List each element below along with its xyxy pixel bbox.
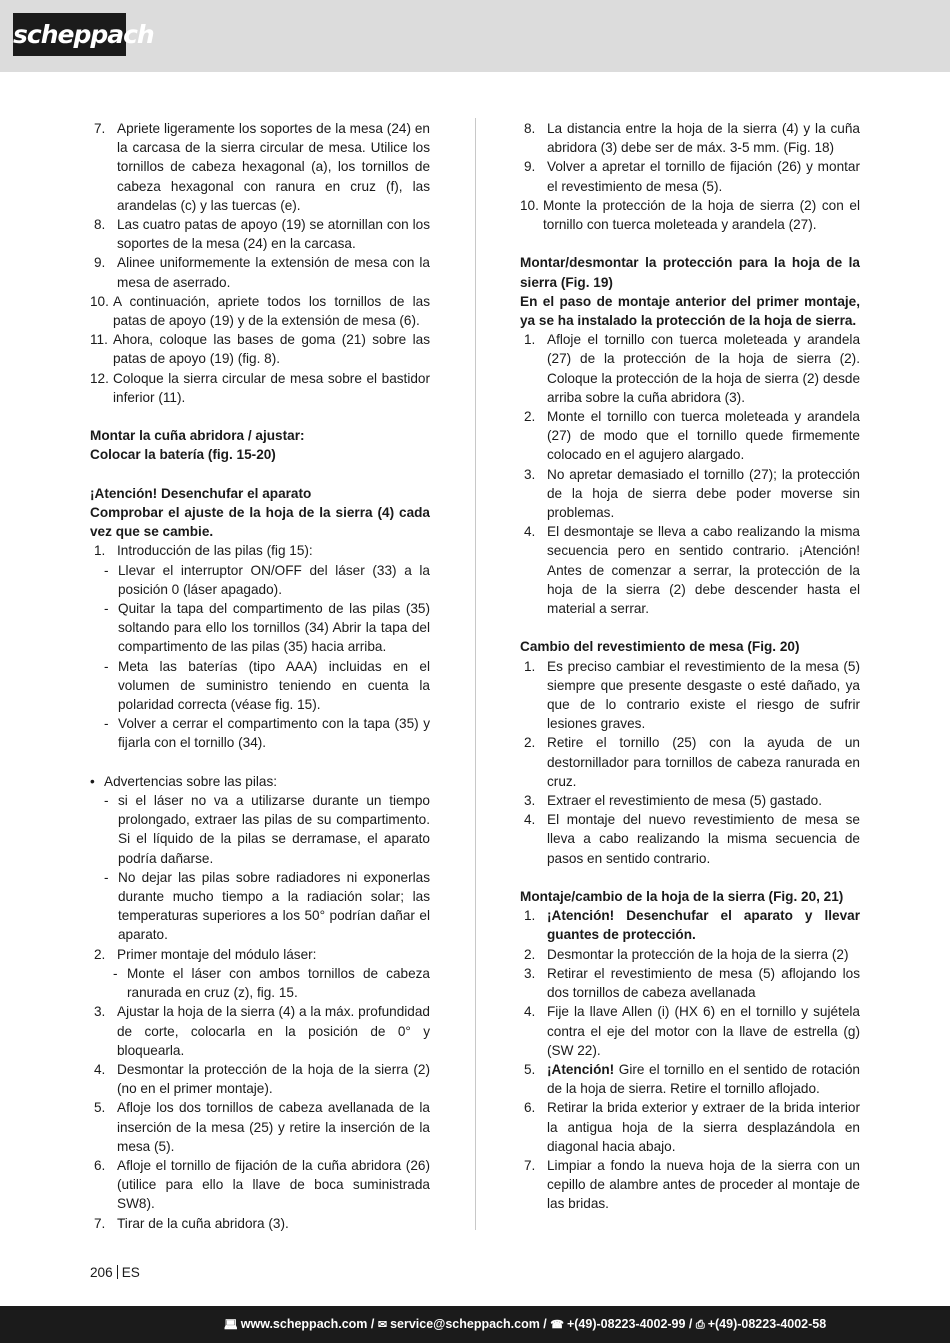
list-item: 4. El montaje del nuevo revestimiento de mesa se lleva a cabo realizando la misma secuencia de pasos en sentido contrario. (524, 812, 860, 866)
list-item: 2. Retire el tornillo (25) con la ayuda de un destornillador para tornillos de cabeza ranurada en cruz. (524, 735, 860, 789)
list-item: 4. Fije la llave Allen (i) (HX 6) en el tornillo y sujétela contra el eje del motor con la llave de estrella (g) (SW 22). (524, 1004, 860, 1058)
list-item: 1. Es preciso cambiar el revestimiento de la mesa (5) siempre que presente desgaste o esté dañado, ya que de lo contrario existe el riesgo de sufrir lesiones graves. (524, 658, 860, 732)
phone-icon: ☎ (550, 1319, 564, 1331)
header-band (0, 0, 950, 72)
dash-item: - Llevar el interruptor ON/OFF del láser (33) a la posición 0 (láser apagado). (104, 562, 430, 597)
list-item: 3. Ajustar la hoja de la sierra (4) a la máx. profundidad de corte, colocarla en la posición de 0° y bloquearla. (94, 1004, 430, 1058)
mail-icon: ✉︎ (377, 1319, 388, 1331)
bullet-item: • Advertencias sobre las pilas: (90, 773, 278, 789)
assembly-steps-list (90, 119, 430, 407)
dash-item: - Meta las baterías (tipo AAA) incluidas en el volumen de suministro teniendo en cuenta la polaridad correcta (véase fig. 15). (104, 658, 430, 713)
page-separator (117, 1265, 118, 1279)
dash-item: - si el láser no va a utilizarse durante un tiempo prolongado, extraer las pilas de su compartimento. Si el líquido de la pilas se derramase, el aparato podría dañarse. (104, 793, 430, 866)
list-item: 2. Monte el tornillo con tuerca moleteada y arandela (27) de modo que el tornillo quede firmemente colocado en el agujero alargado. (524, 409, 860, 463)
list-item: 7. Tirar de la cuña abridora (3). (94, 1215, 289, 1231)
section-heading: Colocar la batería (fig. 15-20) (90, 447, 276, 463)
list-item: 10. A continuación, apriete todos los tornillos de las patas de apoyo (19) y de la extensión de mesa (6). (90, 293, 430, 329)
list-item: 11. Ahora, coloque las bases de goma (21) sobre las patas de apoyo (19) (fig. 8). (90, 332, 430, 367)
list-item: 4. Desmontar la protección de la hoja de la sierra (2) (no en el primer montaje). (94, 1061, 430, 1097)
left-column (90, 119, 430, 1233)
list-item: 9. Volver a apretar el tornillo de fijación (26) y montar el revestimiento de mesa (5). (524, 159, 860, 194)
footer-fax: +(49)-08223-4002-58 (707, 1317, 827, 1331)
list-item: 2. Desmontar la protección de la hoja de la sierra (2) (524, 946, 849, 962)
footer-web-link[interactable]: www.scheppach.com / (240, 1317, 375, 1331)
list-item: 2. Primer montaje del módulo láser: (94, 946, 317, 962)
footer-phone: +(49)-08223-4002-99 / (566, 1317, 693, 1331)
list-item: 4. El desmontaje se lleva a cabo realizando la misma secuencia pero en sentido contrario. ¡Atención! Antes de comenzar a serrar, la protección de la hoja de la sierra (2) debe descender hasta el material a serrar. (524, 524, 860, 617)
dash-item: - Quitar la tapa del compartimento de las pilas (35) soltando para ello los tornillos (34) Abrir la tapa del compartimento de las pilas (35) hacia arriba. (104, 601, 430, 655)
warning-note: Comprobar el ajuste de la hoja de la sierra (4) cada vez que se cambie. (90, 505, 430, 540)
list-item: 3. Retirar el revestimiento de mesa (5) aflojando los dos tornillos de cabeza avellanada (524, 965, 860, 1001)
dash-item: - No dejar las pilas sobre radiadores ni exponerlas durante mucho tiempo a la radiación solar; las temperaturas superiores a los 50° podrían dañar el aparato. (104, 869, 430, 943)
footer-email-link[interactable]: service@scheppach.com / (390, 1317, 547, 1331)
list-item: 1. Introducción de las pilas (fig 15): (94, 543, 313, 559)
section-heading: Cambio del revestimiento de mesa (Fig. 20) (520, 639, 800, 655)
section-note: En el paso de montaje anterior del primer montaje, ya se ha instalado la protección de la hoja de sierra. (520, 293, 860, 329)
list-item: 7. Apriete ligeramente los soportes de la mesa (24) en la carcasa de la sierra circular de mesa. Utilice los tornillos de cabeza hexagonal (a), los tornillos de cabeza hexagonal con ranura en cruz (f), las arandelas (c) y las tuercas (e). (94, 121, 430, 213)
list-item: 12. Coloque la sierra circular de mesa sobre el bastidor inferior (11). (90, 370, 430, 405)
warning-heading: ¡Atención! Desenchufar el aparato (90, 485, 312, 501)
list-item: 3. Extraer el revestimiento de mesa (5) gastado. (524, 793, 823, 809)
dash-item: - Volver a cerrar el compartimento con la tapa (35) y fijarla con el tornillo (34). (104, 716, 430, 751)
list-item: 8. La distancia entre la hoja de la sierra (4) y la cuña abridora (3) debe ser de máx. 3-5 mm. (Fig. 18) (524, 121, 860, 156)
list-item: 5. ¡Atención! Gire el tornillo en el sentido de rotación de la hoja de sierra. Retire el tornillo aflojado. (524, 1061, 860, 1097)
list-item: 7. Limpiar a fondo la nueva hoja de la sierra con un cepillo de alambre antes de proceder al montaje de las bridas. (524, 1157, 860, 1212)
page-number: 206 ES (90, 1265, 140, 1280)
list-item: 1. ¡Atención! Desenchufar el aparato y llevar guantes de protección. (524, 908, 860, 943)
list-item: 1. Afloje el tornillo con tuerca moleteada y arandela (27) de la protección de la hoja de sierra (2). Coloque la protección de la hoja de sierra (2) desde arriba sobre la cuña abridora (3). (524, 332, 860, 405)
list-item: 9. Alinee uniformemente la extensión de mesa con la mesa de aserrado. (94, 255, 430, 290)
list-item: 10. Monte la protección de la hoja de sierra (2) con el tornillo con tuerca moleteada y arandela (27). (520, 197, 860, 233)
footer-contacts (0, 1306, 950, 1343)
section-heading: Montaje/cambio de la hoja de la sierra (Fig. 20, 21) (520, 889, 844, 905)
list-item: 6. Retirar la brida exterior y extraer de la brida interior la antigua hoja de la sierra desplazándola en diagonal hacia abajo. (524, 1100, 860, 1154)
list-item: 5. Afloje los dos tornillos de cabeza avellanada de la inserción de la mesa (25) y retire la inserción de la mesa (5). (94, 1100, 430, 1154)
computer-icon: 💻︎ (223, 1319, 238, 1331)
column-divider (475, 118, 476, 1230)
dash-item: - Monte el láser con ambos tornillos de cabeza ranurada en cruz (z), fig. 15. (113, 965, 430, 1001)
list-item: 8. Las cuatro patas de apoyo (19) se atornillan con los soportes de la mesa (24) en la carcasa. (94, 217, 430, 252)
fax-icon: ⎙ (695, 1319, 705, 1331)
list-item: 6. Afloje el tornillo de fijación de la cuña abridora (26) (utilice para ello la llave de boca suministrada SW8). (94, 1157, 430, 1212)
language-code: ES (121, 1265, 140, 1280)
brand-logo: scheppach (13, 13, 126, 56)
right-column (520, 119, 860, 1214)
section-heading: Montar/desmontar la protección para la hoja de la sierra (Fig. 19) (520, 255, 860, 290)
list-item: 3. No apretar demasiado el tornillo (27); la protección de la hoja de sierra debe poder moverse sin problemas. (524, 466, 860, 521)
section-heading: Montar la cuña abridora / ajustar: (90, 428, 305, 444)
footer-band (0, 1306, 950, 1343)
